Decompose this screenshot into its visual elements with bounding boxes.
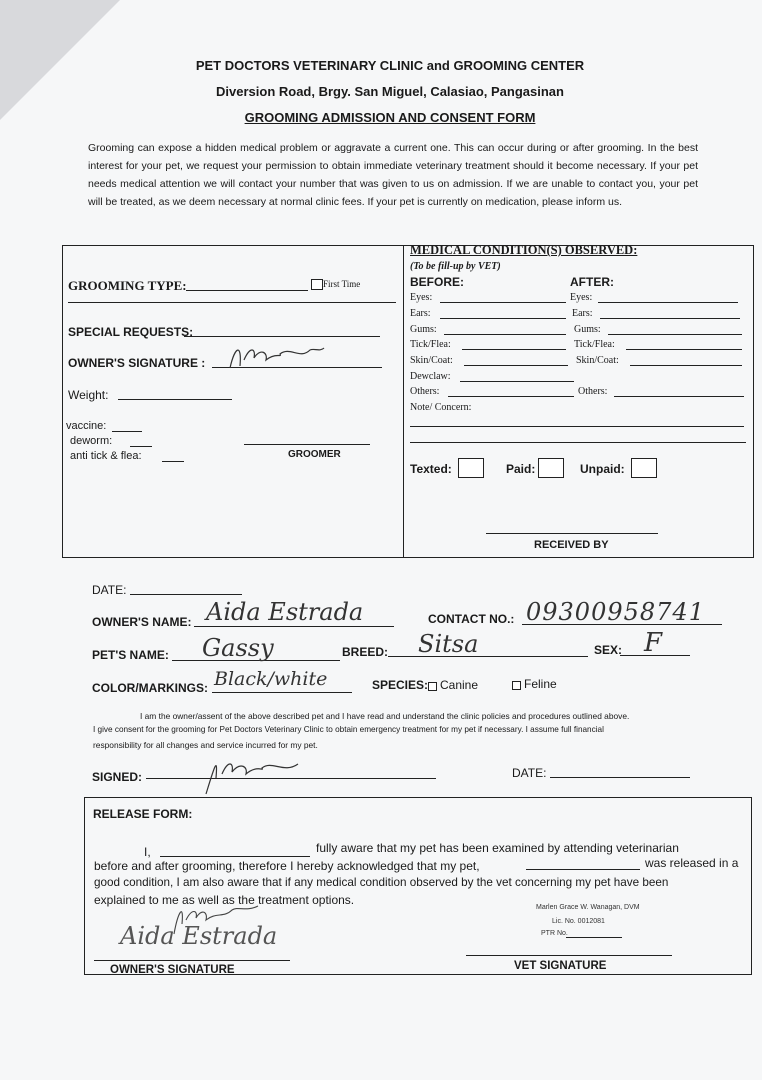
special-requests-line[interactable] — [184, 336, 380, 337]
before-gums-line[interactable] — [444, 334, 566, 335]
after-gums-line[interactable] — [608, 334, 742, 335]
release-text-3: good condition, I am also aware that if any medical condition observed by the vet concerning my pet have been — [94, 876, 669, 889]
before-eyes-label: Eyes: — [410, 292, 433, 303]
medical-title: MEDICAL CONDITION(S) OBSERVED: — [410, 243, 638, 257]
note-line-1[interactable] — [410, 426, 744, 427]
note-label: Note/ Concern: — [410, 402, 472, 413]
after-tick-line[interactable] — [626, 349, 742, 350]
received-by-line[interactable] — [486, 533, 658, 534]
deworm-label: deworm: — [70, 435, 113, 447]
vet-stamp-ptr: PTR No. — [541, 930, 568, 937]
after-tick-label: Tick/Flea: — [574, 339, 615, 350]
special-requests-label: SPECIAL REQUESTS: — [68, 325, 194, 339]
after-skin-label: Skin/Coat: — [576, 355, 619, 366]
before-heading: BEFORE: — [410, 275, 464, 289]
before-skin-label: Skin/Coat: — [410, 355, 453, 366]
consent-line-2: I give consent for the grooming for Pet Doctors Veterinary Clinic to obtain emergency treatment for my pet if necessary. I assume full financial — [93, 725, 604, 734]
first-time-checkbox[interactable] — [311, 279, 323, 290]
date-line[interactable] — [130, 594, 242, 595]
owners-name-line[interactable] — [194, 626, 394, 627]
vaccine-line[interactable] — [112, 431, 142, 432]
grooming-type-label: GROOMING TYPE: — [68, 278, 187, 293]
signed-label: SIGNED: — [92, 770, 143, 784]
box-divider — [403, 245, 404, 557]
unpaid-checkbox[interactable] — [631, 458, 657, 478]
texted-checkbox[interactable] — [458, 458, 484, 478]
sex-value: F — [644, 628, 663, 658]
after-eyes-label: Eyes: — [570, 292, 593, 303]
before-gums-label: Gums: — [410, 324, 437, 335]
medical-subtitle: (To be fill-up by VET) — [410, 261, 501, 272]
vet-stamp-name: Marlen Grace W. Wanagan, DVM — [536, 904, 640, 911]
vet-signature-line[interactable] — [466, 955, 672, 956]
color-value: Black/white — [214, 668, 328, 690]
owners-signature-label: OWNER'S SIGNATURE : — [68, 356, 206, 370]
paid-label: Paid: — [506, 462, 536, 476]
owners-name-value: Aida Estrada — [206, 598, 364, 626]
canine-checkbox[interactable] — [428, 682, 437, 691]
breed-label: BREED: — [342, 645, 389, 659]
weight-label: Weight: — [68, 388, 109, 402]
grooming-type-line-2 — [68, 302, 396, 303]
owner-signature-line[interactable] — [94, 960, 290, 961]
release-text-2a: before and after grooming, therefore I hereby acknowledged that my pet, — [94, 859, 480, 873]
before-eyes-line[interactable] — [440, 302, 566, 303]
before-tick-line[interactable] — [462, 349, 566, 350]
dewclaw-label: Dewclaw: — [410, 371, 451, 382]
before-tick-label: Tick/Flea: — [410, 339, 451, 350]
unpaid-label: Unpaid: — [580, 462, 625, 476]
species-label: SPECIES: — [372, 678, 429, 692]
clinic-name: PET DOCTORS VETERINARY CLINIC and GROOMING CENTER — [195, 58, 585, 73]
release-text-1: fully aware that my pet has been examined by attending veterinarian — [316, 841, 679, 855]
before-others-line[interactable] — [448, 396, 574, 397]
contact-value: 09300958741 — [526, 598, 705, 626]
release-owner-name: Aida Estrada — [120, 922, 278, 950]
vet-signature-label: VET SIGNATURE — [514, 960, 607, 972]
deworm-line[interactable] — [130, 446, 152, 447]
paid-checkbox[interactable] — [538, 458, 564, 478]
breed-value: Sitsa — [418, 630, 479, 658]
consent-line-1: I am the owner/assent of the above described pet and I have read and understand the clinic policies and procedures outlined above. — [140, 711, 630, 721]
release-pet-line[interactable] — [526, 869, 640, 870]
color-line[interactable] — [212, 692, 352, 693]
owners-signature-footer: OWNER'S SIGNATURE — [110, 964, 235, 976]
grooming-type-line[interactable] — [186, 290, 308, 291]
received-by-label: RECEIVED BY — [534, 539, 609, 551]
pets-name-value: Gassy — [202, 634, 274, 662]
before-ears-label: Ears: — [410, 308, 431, 319]
contact-label: CONTACT NO.: — [428, 612, 515, 626]
feline-label: Feline — [524, 677, 557, 691]
date2-line[interactable] — [550, 777, 690, 778]
date2-label: DATE: — [512, 766, 547, 780]
intro-paragraph: Grooming can expose a hidden medical problem or aggravate a current one. This can occur during or after grooming. In the best interest for your pet, we request your permission to obtain immediate veterinary treatment should it become necessary. If your pet needs medical attention we will contact your number that was given to us on admission. If we are unable to contact you, your pet will be treated, as we deem necessary at normal clinic fees. If your pet is currently on medication, please inform us. — [88, 142, 698, 208]
signed-signature-scribble — [200, 748, 310, 798]
release-i-label: I, — [144, 845, 151, 859]
color-label: COLOR/MARKINGS: — [92, 681, 208, 695]
form-title: GROOMING ADMISSION AND CONSENT FORM — [244, 110, 536, 125]
date-label: DATE: — [92, 583, 127, 597]
pets-name-label: PET'S NAME: — [92, 648, 169, 662]
weight-line[interactable] — [118, 399, 232, 400]
feline-checkbox[interactable] — [512, 681, 521, 690]
release-text-4: explained to me as well as the treatment options. — [94, 893, 355, 907]
owner-signature-scribble-1 — [220, 338, 330, 378]
vet-ptr-line — [566, 937, 622, 938]
after-gums-label: Gums: — [574, 324, 601, 335]
after-heading: AFTER: — [570, 275, 614, 289]
after-others-label: Others: — [578, 386, 608, 397]
anti-tick-line[interactable] — [162, 461, 184, 462]
note-line-2[interactable] — [410, 442, 746, 443]
clinic-address: Diversion Road, Brgy. San Miguel, Calasiao, Pangasinan — [216, 84, 564, 99]
groomer-line[interactable] — [244, 444, 370, 445]
anti-tick-label: anti tick & flea: — [70, 450, 142, 462]
after-ears-label: Ears: — [572, 308, 593, 319]
vaccine-label: vaccine: — [66, 420, 107, 432]
canine-label: Canine — [440, 678, 479, 692]
dewclaw-line[interactable] — [460, 381, 574, 382]
after-others-line[interactable] — [614, 396, 744, 397]
release-name-line[interactable] — [160, 856, 310, 857]
owners-name-label: OWNER'S NAME: — [92, 615, 192, 629]
vet-stamp-lic: Lic. No. 0012081 — [552, 918, 605, 925]
before-skin-line[interactable] — [464, 365, 568, 366]
release-text-2b: was released in a — [645, 856, 739, 870]
before-others-label: Others: — [410, 386, 440, 397]
after-eyes-line[interactable] — [598, 302, 738, 303]
groomer-label: GROOMER — [288, 449, 341, 460]
before-ears-line[interactable] — [440, 318, 566, 319]
after-ears-line[interactable] — [600, 318, 740, 319]
first-time-label: First Time — [323, 279, 361, 289]
texted-label: Texted: — [410, 462, 452, 476]
sex-label: SEX: — [594, 643, 623, 657]
release-title: RELEASE FORM: — [93, 807, 193, 821]
after-skin-line[interactable] — [630, 365, 742, 366]
consent-line-3: responsibility for all changes and service incurred for my pet. — [93, 740, 318, 750]
